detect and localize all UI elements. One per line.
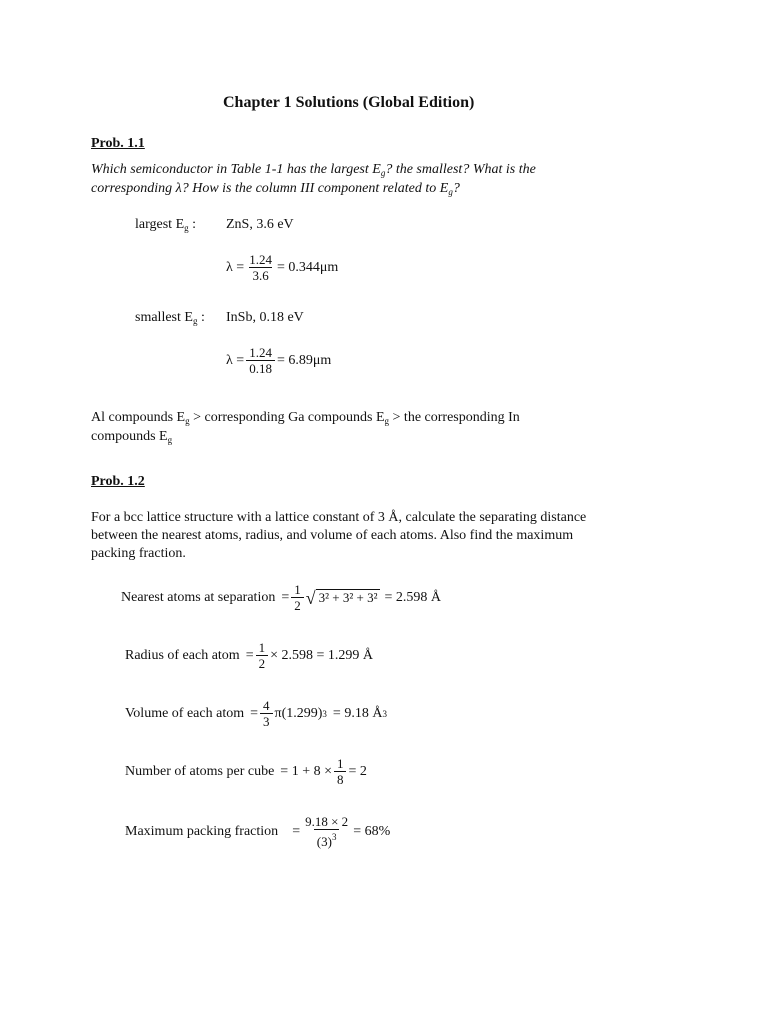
smallest-eg-value: InSb, 0.18 eV xyxy=(226,310,304,325)
lambda-equation-largest: λ = $\frac{1.24}{3.6}$ = 0.344μm xyxy=(226,252,339,283)
fraction: $\frac{1.24}{0.18}$ xyxy=(246,345,275,376)
fraction: $\frac{4}{3}$ xyxy=(260,698,273,729)
smallest-eg-label: smallest $E_g$ : xyxy=(135,310,205,326)
largest-eg-label: largest $E_g$ : xyxy=(135,217,197,233)
prob-1-2-question-line1: For a bcc lattice structure with a lattice constant of 3 Å, calculate the separating distance xyxy=(91,510,587,525)
prob-1-2-heading: Prob. 1.2 xyxy=(91,474,145,489)
volume-equation: Volume of each atom = $\frac{4}{3}$ π(1.299) 3 = 9.18 Å 3 xyxy=(125,698,387,729)
radius-equation: Radius of each atom = $\frac{1}{2}$ × 2.598 = 1.299 Å xyxy=(125,640,373,671)
prob-1-1-heading: Prob. 1.1 xyxy=(91,136,145,151)
fraction: $\frac{1}{2}$ xyxy=(291,582,304,613)
largest-eg-value: ZnS, 3.6 eV xyxy=(226,217,294,232)
prob-1-1-question-line2: corresponding λ? How is the column III component related to $E_g$? xyxy=(91,181,460,197)
fraction: $\frac{1}{2}$ xyxy=(256,640,269,671)
fraction: $\frac{9.18 \times 2}{(3)^3}$ xyxy=(305,814,349,849)
fraction: $\frac{1}{8}$ xyxy=(334,756,347,787)
separation-equation: Nearest atoms at separation = $\frac{1}{2}$ √ 3² + 3² + 3² = 2.598 Å xyxy=(121,582,441,613)
lambda-equation-smallest: λ = $\frac{1.24}{0.18}$ = 6.89μm xyxy=(226,345,332,376)
conclusion-line1: Al compounds $E_g$ > corresponding Ga compounds $E_g$ > the corresponding In xyxy=(91,410,520,426)
square-root: √ 3² + 3² + 3² xyxy=(306,589,381,607)
prob-1-2-question-line2: between the nearest atoms, radius, and volume of each atoms. Also find the maximum xyxy=(91,528,574,543)
prob-1-1-question-line1: Which semiconductor in Table 1-1 has the largest $E_g$? the smallest? What is the xyxy=(91,162,536,178)
prob-1-2-question-line3: packing fraction. xyxy=(91,546,186,561)
fraction: $\frac{1.24}{3.6}$ xyxy=(249,252,272,283)
atoms-per-cube-equation: Number of atoms per cube = 1 + 8 × $\frac{1}{8}$ = 2 xyxy=(125,756,367,787)
packing-fraction-equation: Maximum packing fraction = $\frac{9.18 \times 2}{(3)^3}$ = 68% xyxy=(125,814,391,849)
page-title: Chapter 1 Solutions (Global Edition) xyxy=(223,94,475,111)
conclusion-line2: compounds $E_g$ xyxy=(91,429,173,445)
